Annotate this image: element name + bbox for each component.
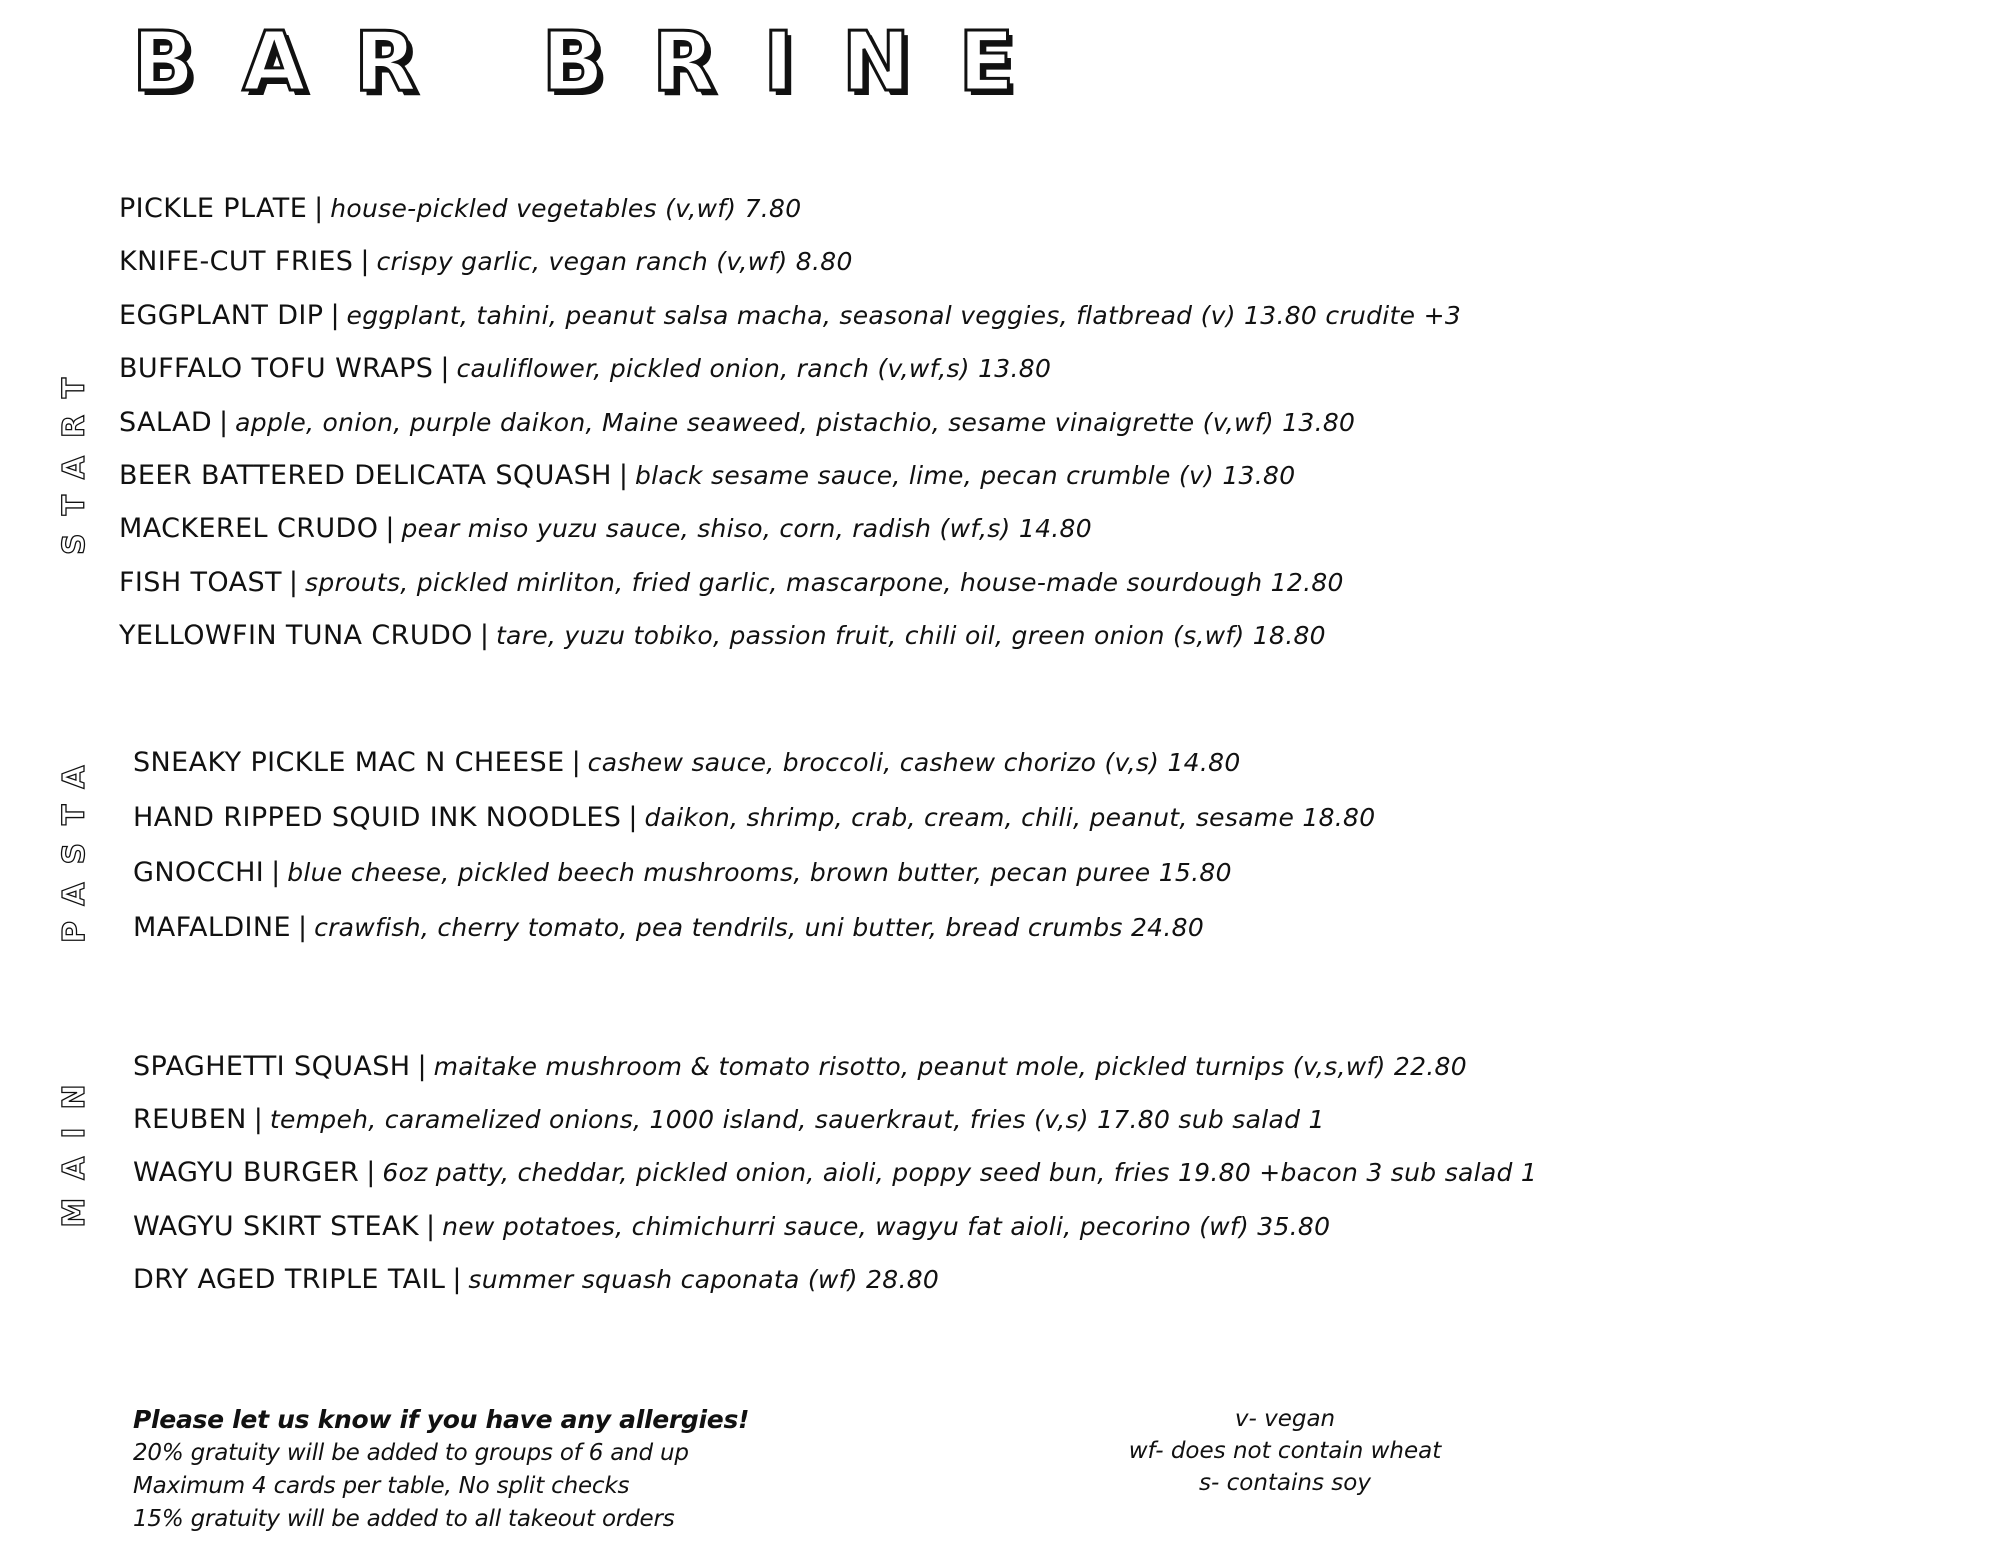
menu-item bbox=[133, 1146, 1537, 1199]
separator: | bbox=[440, 353, 450, 385]
separator: | bbox=[253, 1104, 263, 1136]
item-name: REUBEN bbox=[133, 1104, 247, 1136]
note-line: 15% gratuity will be added to all takeout orders bbox=[133, 1506, 675, 1532]
separator: | bbox=[385, 513, 395, 545]
section-label-start: START bbox=[57, 359, 92, 555]
item-name: SALAD bbox=[119, 406, 213, 438]
item-name: HAND RIPPED SQUID INK NOODLES bbox=[133, 802, 622, 833]
item-description: cauliflower, pickled onion, ranch (v,wf,s) 13.80 bbox=[456, 354, 1052, 384]
dietary-legend bbox=[1085, 1403, 1485, 1499]
menu-item bbox=[133, 790, 1375, 845]
item-description: cashew sauce, broccoli, cashew chorizo (v,s) 14.80 bbox=[587, 748, 1241, 777]
item-description: new potatoes, chimichurri sauce, wagyu fat aioli, pecorino (wf) 35.80 bbox=[442, 1211, 1331, 1241]
section-label-main: MAIN bbox=[57, 1066, 92, 1228]
item-name: MACKEREL CRUDO bbox=[119, 513, 379, 545]
menu-item bbox=[133, 1253, 1537, 1306]
item-name: KNIFE-CUT FRIES bbox=[119, 246, 354, 278]
section-label-pasta: PASTA bbox=[57, 747, 92, 943]
start-menu-list bbox=[119, 182, 1461, 663]
separator: | bbox=[271, 857, 281, 888]
menu-item bbox=[119, 556, 1461, 609]
separator: | bbox=[288, 566, 298, 598]
item-description: maitake mushroom & tomato risotto, peanut mole, pickled turnips (v,s,wf) 22.80 bbox=[433, 1052, 1467, 1081]
item-description: 6oz patty, cheddar, pickled onion, aioli, poppy seed bun, fries 19.80 +bacon 3 sub salad 1 bbox=[382, 1158, 1538, 1188]
menu-item bbox=[133, 900, 1375, 955]
item-name: SPAGHETTI SQUASH bbox=[133, 1051, 411, 1082]
item-description: daikon, shrimp, crab, cream, chili, peanut, sesame 18.80 bbox=[644, 803, 1376, 832]
item-name: GNOCCHI bbox=[133, 857, 265, 888]
item-name: PICKLE PLATE bbox=[119, 193, 308, 224]
item-description: eggplant, tahini, peanut salsa macha, seasonal veggies, flatbread (v) 13.80 crudite +3 bbox=[346, 300, 1462, 330]
item-name: FISH TOAST bbox=[119, 566, 282, 598]
item-name: WAGYU SKIRT STEAK bbox=[133, 1210, 419, 1242]
separator: | bbox=[219, 406, 229, 438]
menu-item bbox=[119, 502, 1461, 555]
item-name: EGGPLANT DIP bbox=[119, 299, 324, 331]
menu-item bbox=[119, 182, 1461, 235]
separator: | bbox=[360, 246, 370, 278]
item-description: summer squash caponata (wf) 28.80 bbox=[468, 1264, 940, 1294]
menu-item bbox=[133, 1200, 1537, 1253]
item-description: house-pickled vegetables (v,wf) 7.80 bbox=[330, 194, 802, 223]
menu-item bbox=[133, 735, 1375, 790]
menu-item bbox=[119, 235, 1461, 288]
item-name: BUFFALO TOFU WRAPS bbox=[119, 353, 434, 385]
separator: | bbox=[425, 1210, 436, 1242]
item-name: YELLOWFIN TUNA CRUDO bbox=[119, 620, 473, 652]
menu-item bbox=[119, 449, 1461, 502]
menu-item bbox=[119, 289, 1461, 342]
item-description: pear miso yuzu sauce, shiso, corn, radish (wf,s) 14.80 bbox=[401, 514, 1092, 544]
legend-line: v- vegan bbox=[1234, 1406, 1336, 1432]
main-menu-list bbox=[133, 1040, 1537, 1306]
menu-item bbox=[133, 845, 1375, 900]
item-description: black sesame sauce, lime, pecan crumble (v) 13.80 bbox=[634, 460, 1296, 490]
separator: | bbox=[479, 620, 489, 652]
note-line: 20% gratuity will be added to groups of 6 and up bbox=[133, 1440, 689, 1466]
item-description: apple, onion, purple daikon, Maine seaweed, pistachio, sesame vinaigrette (v,wf) 13.80 bbox=[235, 407, 1356, 437]
item-description: tempeh, caramelized onions, 1000 island, sauerkraut, fries (v,s) 17.80 sub salad 1 bbox=[269, 1105, 1325, 1135]
item-name: WAGYU BURGER bbox=[133, 1157, 360, 1189]
menu-item bbox=[119, 342, 1461, 395]
item-name: BEER BATTERED DELICATA SQUASH bbox=[119, 459, 612, 491]
menu-item bbox=[119, 396, 1461, 449]
item-description: sprouts, pickled mirliton, fried garlic, mascarpone, house-made sourdough 12.80 bbox=[305, 567, 1344, 597]
separator: | bbox=[571, 747, 581, 778]
separator: | bbox=[417, 1051, 427, 1082]
note-line: Maximum 4 cards per table, No split checks bbox=[133, 1473, 630, 1499]
item-name: DRY AGED TRIPLE TAIL bbox=[133, 1263, 446, 1295]
menu-item bbox=[119, 609, 1461, 662]
pasta-menu-list bbox=[133, 735, 1375, 955]
item-description: blue cheese, pickled beech mushrooms, brown butter, pecan puree 15.80 bbox=[287, 858, 1232, 887]
menu-item bbox=[133, 1093, 1537, 1146]
separator: | bbox=[618, 459, 628, 491]
legend-line: wf- does not contain wheat bbox=[1128, 1438, 1442, 1464]
separator: | bbox=[628, 802, 638, 833]
separator: | bbox=[366, 1157, 376, 1189]
separator: | bbox=[314, 193, 324, 224]
separator: | bbox=[452, 1263, 462, 1295]
separator: | bbox=[330, 299, 340, 331]
menu-item bbox=[133, 1040, 1537, 1093]
item-name: SNEAKY PICKLE MAC N CHEESE bbox=[133, 747, 565, 778]
allergy-headline: Please let us know if you have any allergies! bbox=[133, 1405, 750, 1434]
allergy-notes bbox=[133, 1403, 749, 1536]
item-description: crispy garlic, vegan ranch (v,wf) 8.80 bbox=[376, 247, 853, 277]
item-description: tare, yuzu tobiko, passion fruit, chili oil, green onion (s,wf) 18.80 bbox=[495, 621, 1326, 651]
item-name: MAFALDINE bbox=[133, 912, 291, 943]
brand-title: BAR BRINE bbox=[132, 15, 1063, 110]
item-description: crawfish, cherry tomato, pea tendrils, uni butter, bread crumbs 24.80 bbox=[314, 913, 1205, 942]
legend-line: s- contains soy bbox=[1199, 1470, 1371, 1496]
separator: | bbox=[297, 912, 308, 943]
